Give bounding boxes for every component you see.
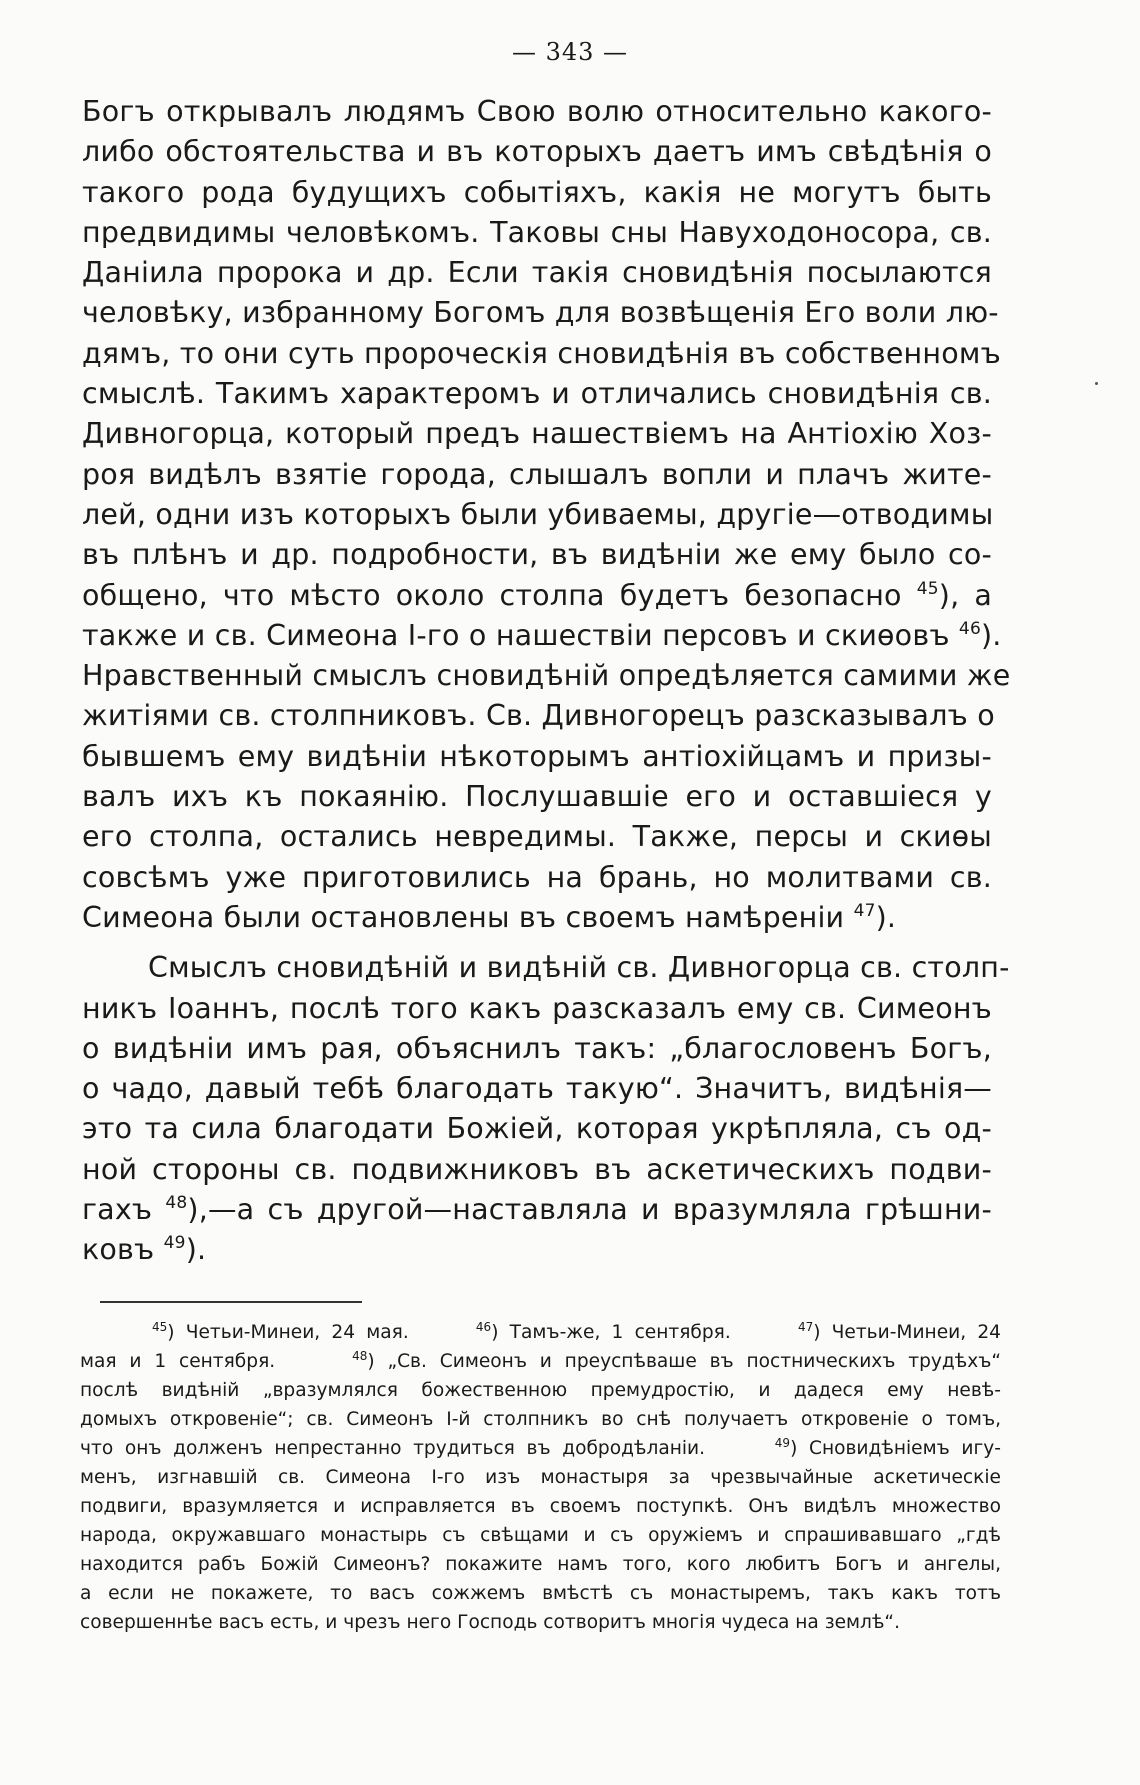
footnote-line: а если не покажете, то васъ сожжемъ вмѣстѣ съ монастыремъ, такъ какъ тотъ — [80, 1583, 1001, 1604]
footnote-divider — [100, 1301, 362, 1303]
footnote-ref: 45 — [916, 578, 939, 599]
text-line: дямъ, то они суть пророческія сновидѣнія въ собственномъ — [82, 336, 1001, 370]
footnote-line: менъ, изгнавшій св. Симеона І-го изъ монастыря за чрезвычайные аскетическіе — [80, 1467, 1001, 1488]
footnote-line: совершеннѣе васъ есть, и чрезъ него Господь сотворитъ многія чудеса на землѣ“. — [80, 1612, 900, 1633]
footnote-line: $^{45}$) Четьи-Минеи, 24 мая. $^{46}$) Тамъ-же, 1 сентября. $^{47}$) Четьи-Минеи, 24 — [152, 1320, 1001, 1343]
text-line: Даніила пророка и др. Если такія сновидѣнія посылаются — [82, 256, 992, 290]
text-line: Дивногорца, который предъ нашествіемъ на Антіохію Хоз- — [82, 417, 992, 451]
text-line: общено, что мѣсто около столпа будетъ безопасно $^{45}$), а — [82, 578, 992, 612]
print-speck — [1095, 382, 1098, 385]
text-line: человѣку, избранному Богомъ для возвѣщенія Его воли лю- — [82, 296, 999, 330]
footnote-ref: 47 — [853, 900, 876, 921]
footnote-ref: 49 — [163, 1233, 186, 1254]
text-line: лей, одни изъ которыхъ были убиваемы, другіе—отводимы — [82, 497, 994, 531]
footnote-line: домыхъ откровеніе“; св. Симеонъ І-й столпникъ во снѣ получаетъ откровеніе о томъ, — [80, 1409, 1001, 1430]
text-line: это та сила благодати Божіей, которая укрѣпляла, съ од- — [82, 1112, 992, 1146]
text-line: въ плѣнъ и др. подробности, въ видѣніи же ему было со- — [82, 538, 992, 572]
text-line: Нравственный смыслъ сновидѣній опредѣляется самими же — [82, 659, 1011, 693]
footnote-line: подвиги, вразумляется и исправляется въ своемъ поступкѣ. Онъ видѣлъ множество — [80, 1496, 1001, 1517]
text-line: гахъ $^{48}$),—а съ другой—наставляла и вразумляла грѣшни- — [82, 1193, 992, 1227]
text-line: совсѣмъ уже приготовились на брань, но молитвами св. — [82, 860, 992, 894]
footnotes — [80, 1318, 1001, 1637]
text-line: роя видѣлъ взятіе города, слышалъ вопли и плачъ жите- — [82, 457, 992, 491]
page-number: — 343 — — [511, 38, 629, 66]
text-line: житіями св. столпниковъ. Св. Дивногорецъ разсказывалъ о — [82, 699, 995, 733]
main-text — [82, 92, 1011, 1271]
text-line: либо обстоятельства и въ которыхъ даетъ имъ свѣдѣнія о — [82, 135, 992, 169]
text-line: о чадо, давый тебѣ благодать такую“. Значитъ, видѣнія— — [82, 1072, 992, 1106]
text-line: его столпа, остались невредимы. Также, персы и скиѳы — [82, 820, 992, 854]
text-line: никъ Іоаннъ, послѣ того какъ разсказалъ ему св. Симеонъ — [82, 991, 992, 1025]
text-line: такого рода будущихъ событіяхъ, какія не могутъ быть — [82, 175, 992, 209]
footnote-line: народа, окружавшаго монастырь съ свѣщами и съ оружіемъ и спрашивавшаго „гдѣ — [80, 1525, 1001, 1546]
text-line: также и св. Симеона І-го о нашествіи персовъ и скиѳовъ $^{46}$). — [82, 618, 1002, 652]
text-line: Богъ открывалъ людямъ Свою волю относительно какого- — [82, 95, 992, 128]
text-line: валъ ихъ къ покаянію. Послушавшіе его и оставшіеся у — [82, 780, 992, 814]
footnote-ref: 46 — [958, 618, 981, 639]
text-line: ной стороны св. подвижниковъ въ аскетическихъ подви- — [82, 1152, 992, 1186]
footnote-ref: 48 — [165, 1193, 188, 1214]
text-line: ковъ $^{49}$). — [82, 1233, 207, 1267]
footnote-line: мая и 1 сентября. $^{48}$) „Св. Симеонъ и преуспѣваше въ постническихъ трудѣхъ“ — [80, 1349, 1001, 1372]
text-line: смыслѣ. Такимъ характеромъ и отличались сновидѣнія св. — [82, 377, 992, 411]
text-line: Симеона были остановлены въ своемъ намѣреніи $^{47}$). — [82, 900, 897, 934]
footnote-line: послѣ видѣній „вразумлялся божественною премудростію, и дадеся ему невѣ- — [80, 1380, 1001, 1401]
text-line: предвидимы человѣкомъ. Таковы сны Навуходоносора, св. — [82, 215, 992, 249]
footnote-line: что онъ долженъ непрестанно трудиться въ добродѣланіи. $^{49}$) Сновидѣніемъ игу- — [80, 1436, 1001, 1459]
footnote-line: находится рабъ Божій Симеонъ? покажите намъ того, кого любитъ Богъ и ангелы, — [80, 1554, 1001, 1575]
text-line: о видѣніи имъ рая, объяснилъ такъ: „благословенъ Богъ, — [82, 1031, 992, 1065]
text-line: Смыслъ сновидѣній и видѣній св. Дивногорца св. столп- — [148, 951, 1010, 985]
text-line: бывшемъ ему видѣніи нѣкоторымъ антіохійцамъ и призы- — [82, 739, 992, 773]
